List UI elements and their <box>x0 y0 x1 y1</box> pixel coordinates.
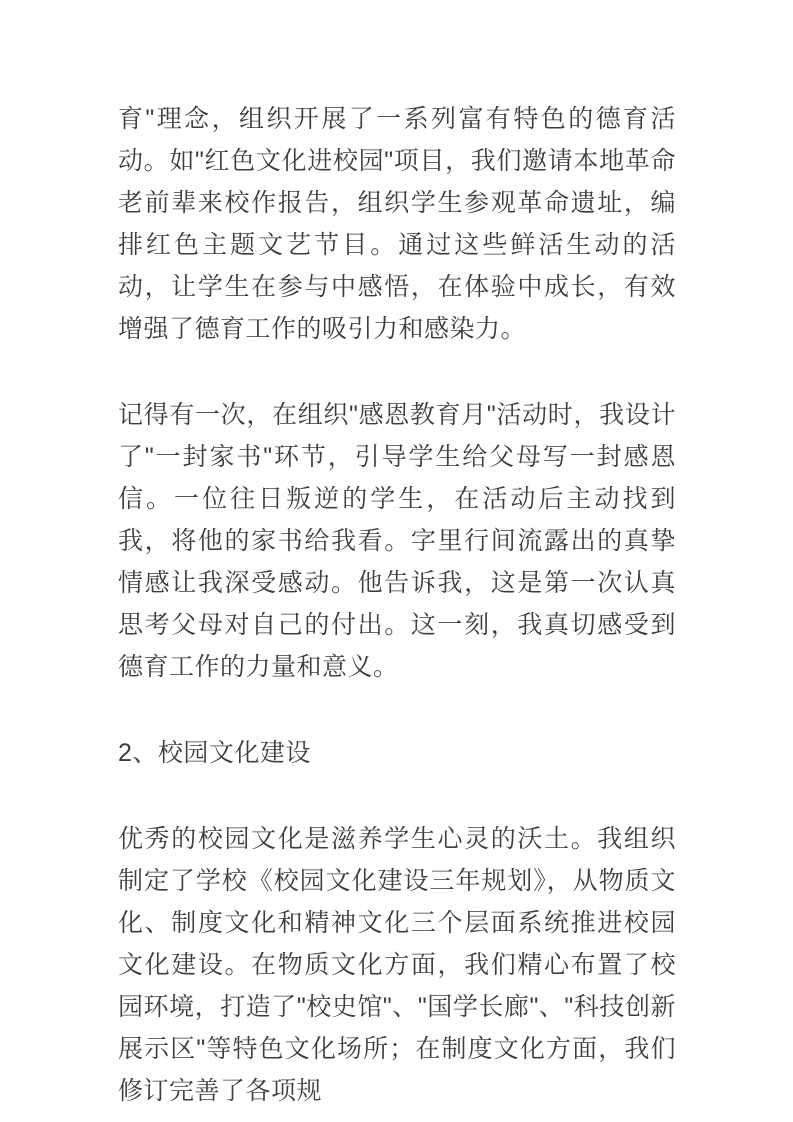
paragraph-moral-education-activities: 育"理念，组织开展了一系列富有特色的德育活动。如"红色文化进校园"项目，我们邀请本地革命老前辈来校作报告，组织学生参观革命遗址，编排红色主题文艺节目。通过这些鲜活生动的活动，让学生在参与中感悟，在体验中成长，有效增强了德育工作的吸引力和感染力。 <box>118 105 676 343</box>
paragraph-campus-culture-plan: 优秀的校园文化是滋养学生心灵的沃土。我组织制定了学校《校园文化建设三年规划》，从物质文化、制度文化和精神文化三个层面系统推进校园文化建设。在物质文化方面，我们精心布置了校园环境，打造了"校史馆"、"国学长廊"、"科技创新展示区"等特色文化场所；在制度文化方面，我们修订完善了各项规 <box>118 825 676 1105</box>
heading-campus-culture-construction: 2、校园文化建设 <box>118 739 311 767</box>
paragraph-gratitude-letter-story: 记得有一次，在组织"感恩教育月"活动时，我设计了"一封家书"环节，引导学生给父母写一封感恩信。一位往日叛逆的学生，在活动后主动找到我，将他的家书给我看。字里行间流露出的真挚情感让我深受感动。他告诉我，这是第一次认真思考父母对自己的付出。这一刻，我真切感受到德育工作的力量和意义。 <box>118 401 676 681</box>
